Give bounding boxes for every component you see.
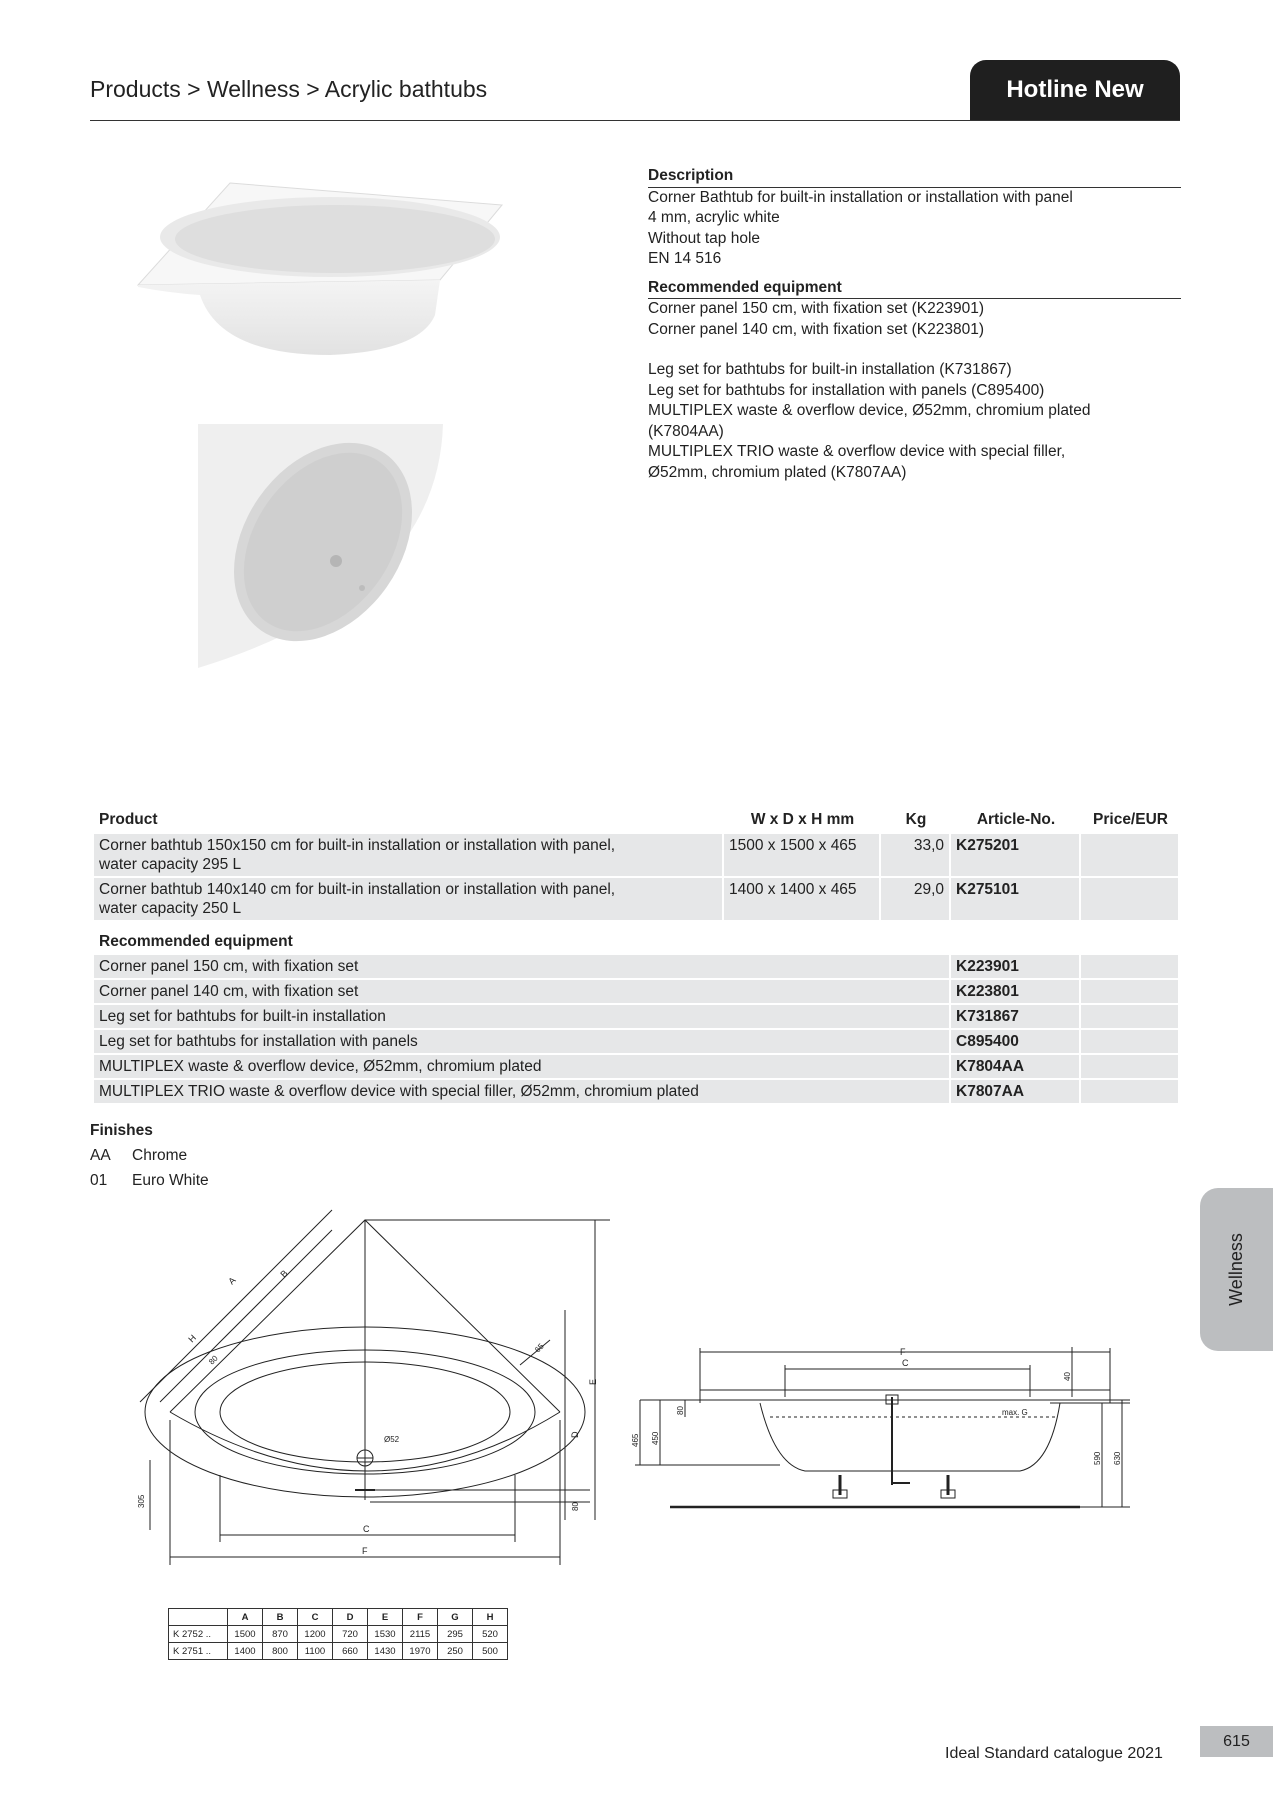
- header-divider: [90, 120, 1180, 121]
- dim-label-80a: 80: [207, 1353, 220, 1367]
- recommended-line: MULTIPLEX TRIO waste & overflow device with special filler,: [648, 443, 1066, 460]
- product-name: Corner bathtub 140x140 cm for built-in installation or installation with panel,: [99, 881, 616, 898]
- equipment-article: K223801: [951, 980, 1081, 1003]
- side-label-F: F: [900, 1347, 906, 1357]
- product-kg: 33,0: [881, 834, 951, 876]
- equipment-article: K731867: [951, 1005, 1081, 1028]
- product-name: Corner bathtub 150x150 cm for built-in installation or installation with panel,: [99, 837, 616, 854]
- side-label-630: 630: [1113, 1451, 1122, 1465]
- col-dims: W x D x H mm: [750, 811, 855, 828]
- product-kg: 29,0: [881, 878, 951, 920]
- recommended-line: Leg set for bathtubs for built-in installation (K731867): [648, 361, 1012, 378]
- page-number: 615: [1200, 1726, 1273, 1757]
- equipment-name: Corner panel 150 cm, with fixation set: [94, 955, 951, 978]
- finish-name: Euro White: [132, 1172, 209, 1189]
- finish-code: 01: [90, 1172, 108, 1189]
- dim-label-D: D: [570, 1431, 580, 1438]
- description-line: Without tap hole: [648, 229, 761, 247]
- dim-cell: 720: [333, 1626, 368, 1643]
- side-label-590: 590: [1093, 1451, 1102, 1465]
- table-row: [94, 878, 1180, 920]
- table-header-row: [94, 808, 1180, 832]
- dim-header: [169, 1609, 228, 1626]
- side-label-465: 465: [631, 1433, 640, 1447]
- dim-header: G: [438, 1609, 473, 1626]
- dim-cell: 2115: [403, 1626, 438, 1643]
- dim-cell: 660: [333, 1643, 368, 1660]
- product-price: [1081, 834, 1180, 876]
- drain-label: Ø52: [384, 1435, 400, 1444]
- dim-row: [169, 1643, 508, 1660]
- equipment-name: Corner panel 140 cm, with fixation set: [94, 980, 951, 1003]
- dim-cell: K 2751 ..: [169, 1643, 228, 1660]
- side-view-drawing: [630, 1325, 1140, 1515]
- section-tab-label: Wellness: [1225, 1233, 1246, 1306]
- dim-cell: 295: [438, 1626, 473, 1643]
- dim-cell: 1970: [403, 1643, 438, 1660]
- dim-cell: 1200: [298, 1626, 333, 1643]
- dim-cell: 1500: [228, 1626, 263, 1643]
- description-line: Corner Bathtub for built-in installation or installation with panel: [648, 188, 1073, 206]
- recommended-line: Corner panel 150 cm, with fixation set (K223901): [648, 300, 985, 317]
- section-tab-wellness[interactable]: [1200, 1188, 1273, 1351]
- equipment-name: MULTIPLEX TRIO waste & overflow device with special filler, Ø52mm, chromium plated: [94, 1080, 951, 1103]
- product-capacity: water capacity 250 L: [99, 900, 242, 917]
- equipment-article: K7804AA: [951, 1055, 1081, 1078]
- equipment-name: Leg set for bathtubs for installation with panels: [94, 1030, 951, 1053]
- description-line: EN 14 516: [648, 250, 722, 267]
- hotline-badge: Hotline New: [970, 60, 1180, 120]
- table-row: [94, 1005, 1180, 1028]
- product-table: [94, 806, 1180, 1105]
- dim-cell: 1400: [228, 1643, 263, 1660]
- recommended-line: Ø52mm, chromium plated (K7807AA): [648, 463, 907, 481]
- dim-cell: 1530: [368, 1626, 403, 1643]
- recommended-heading: Recommended equipment: [648, 278, 1181, 300]
- recommended-line: MULTIPLEX waste & overflow device, Ø52mm, chromium plated: [648, 402, 1091, 419]
- equipment-heading-row: [94, 922, 1180, 953]
- description-block: [648, 166, 1181, 483]
- table-row: [94, 1055, 1180, 1078]
- dim-label-B: B: [278, 1268, 290, 1280]
- product-price: [1081, 878, 1180, 920]
- dim-header: B: [263, 1609, 298, 1626]
- footer-catalogue: Ideal Standard catalogue 2021: [945, 1745, 1163, 1762]
- dim-label-65: 65: [533, 1341, 546, 1355]
- finish-name: Chrome: [132, 1147, 188, 1164]
- plan-view-drawing: [120, 1190, 620, 1570]
- dim-label-F: F: [362, 1546, 368, 1556]
- col-article: Article-No.: [976, 811, 1056, 828]
- description-heading: Description: [648, 166, 1181, 188]
- equipment-article: K7807AA: [951, 1080, 1081, 1103]
- equipment-heading: Recommended equipment: [94, 922, 1180, 953]
- equipment-name: Leg set for bathtubs for built-in installation: [94, 1005, 951, 1028]
- dim-header-row: [169, 1609, 508, 1626]
- equipment-name: MULTIPLEX waste & overflow device, Ø52mm, chromium plated: [94, 1055, 951, 1078]
- dim-cell: 800: [263, 1643, 298, 1660]
- dim-row: [169, 1626, 508, 1643]
- side-label-450: 450: [651, 1431, 660, 1445]
- dim-cell: 1100: [298, 1643, 333, 1660]
- col-product: Product: [99, 811, 158, 828]
- finishes-heading: Finishes: [90, 1122, 153, 1139]
- col-kg: Kg: [905, 811, 927, 828]
- dim-cell: 500: [473, 1643, 508, 1660]
- dim-label-E: E: [588, 1378, 598, 1385]
- table-row: [94, 1030, 1180, 1053]
- table-row: [94, 1080, 1180, 1103]
- finish-item: [90, 1143, 209, 1168]
- dim-cell: 250: [438, 1643, 473, 1660]
- product-article: K275101: [951, 878, 1081, 920]
- dim-cell: 870: [263, 1626, 298, 1643]
- dim-label-80c: 80: [571, 1502, 580, 1511]
- table-row: [94, 955, 1180, 978]
- product-capacity: water capacity 295 L: [99, 856, 242, 873]
- equipment-article: K223901: [951, 955, 1081, 978]
- side-label-C: C: [902, 1358, 909, 1368]
- recommended-line: Leg set for bathtubs for installation with panels (C895400): [648, 381, 1045, 399]
- breadcrumb: Products > Wellness > Acrylic bathtubs: [90, 76, 488, 102]
- recommended-line: Corner panel 140 cm, with fixation set (K223801): [648, 320, 985, 338]
- dim-header: H: [473, 1609, 508, 1626]
- drain-icon: [330, 555, 342, 567]
- col-price: Price/EUR: [1093, 811, 1168, 828]
- equipment-article: C895400: [951, 1030, 1081, 1053]
- dim-cell: 520: [473, 1626, 508, 1643]
- dimension-table: [168, 1608, 508, 1660]
- side-label-80: 80: [676, 1406, 685, 1415]
- product-dims: 1500 x 1500 x 465: [724, 834, 881, 876]
- dim-header: C: [298, 1609, 333, 1626]
- bathtub-perspective-photo: [130, 175, 510, 360]
- finishes-block: [90, 1118, 209, 1193]
- dim-header: E: [368, 1609, 403, 1626]
- dim-header: D: [333, 1609, 368, 1626]
- product-dims: 1400 x 1400 x 465: [724, 878, 881, 920]
- dim-label-C: C: [363, 1524, 370, 1534]
- dim-label-305: 305: [137, 1494, 146, 1508]
- description-line: 4 mm, acrylic white: [648, 209, 780, 226]
- dim-label-A: A: [226, 1275, 238, 1287]
- table-row: [94, 834, 1180, 876]
- product-article: K275201: [951, 834, 1081, 876]
- dim-cell: K 2752 ..: [169, 1626, 228, 1643]
- dim-cell: 1430: [368, 1643, 403, 1660]
- dim-header: A: [228, 1609, 263, 1626]
- side-label-40: 40: [1063, 1372, 1072, 1381]
- side-label-G: max. G: [1002, 1408, 1028, 1417]
- dim-label-H: H: [186, 1332, 199, 1345]
- table-row: [94, 980, 1180, 1003]
- dim-header: F: [403, 1609, 438, 1626]
- recommended-line: (K7804AA): [648, 422, 724, 440]
- finish-code: AA: [90, 1147, 111, 1164]
- bathtub-top-photo: [198, 424, 443, 668]
